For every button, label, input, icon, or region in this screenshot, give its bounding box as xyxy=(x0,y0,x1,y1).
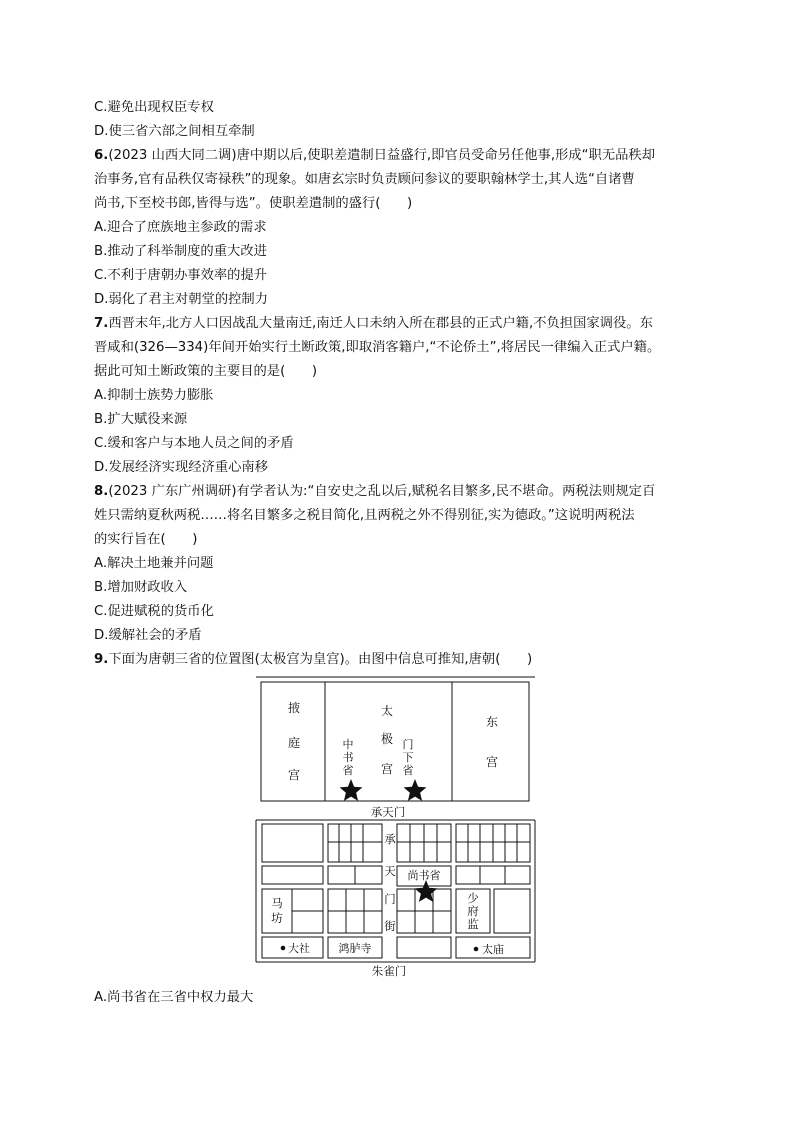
q6-option-c: C.不利于唐朝办事效率的提升 xyxy=(94,268,268,283)
q7-option-c: C.缓和客户与本地人员之间的矛盾 xyxy=(94,436,294,451)
street-char-4: 街 xyxy=(384,919,396,933)
menxia-char-1: 门 xyxy=(402,738,414,751)
block-right-3b xyxy=(494,889,530,933)
taiji-char-1: 太 xyxy=(380,704,394,718)
q7-text-1: 西晋末年,北方人口因战乱大量南迁,南迁人口未纳入所在郡县的正式户籍,不负担国家调役。东 xyxy=(108,316,653,331)
shangshu-label: 尚书省 xyxy=(407,869,441,882)
block-right-2 xyxy=(456,866,530,884)
block-left-1 xyxy=(262,824,323,862)
shaofu-char-2: 府 xyxy=(467,904,479,918)
q7-stem-line3: 据此可知土断政策的主要目的是( ) xyxy=(94,364,318,379)
palace-outline xyxy=(261,682,529,801)
donggong-char-2: 宫 xyxy=(485,755,499,769)
q8-option-d: D.缓解社会的矛盾 xyxy=(94,628,202,643)
menxia-star-icon xyxy=(404,779,427,801)
q7-number: 7. xyxy=(94,316,109,331)
zhongshu-char-3: 省 xyxy=(342,764,354,777)
taimiao-dot-icon xyxy=(474,947,479,952)
q6-option-d: D.弱化了君主对朝堂的控制力 xyxy=(94,292,269,307)
menxia-char-2: 下 xyxy=(402,751,414,764)
yeting-char-1: 掖 xyxy=(287,701,301,715)
zhongshu-star-icon xyxy=(340,779,363,801)
dashe-dot-icon xyxy=(281,946,286,951)
q6-stem-line3: 尚书,下至校书郎,皆得与选”。使职差遣制的盛行( ) xyxy=(94,196,413,211)
mafang-char-2: 坊 xyxy=(271,911,283,925)
block-center-right-4 xyxy=(397,937,451,958)
shaofu-char-1: 少 xyxy=(467,891,479,905)
honglu-label: 鸿胪寺 xyxy=(338,942,372,955)
q6-stem-line2: 治事务,官有品秩仅寄禄秩”的现象。如唐玄宗时负责顾问参议的要职翰林学士,其人选“自诸曹 xyxy=(94,172,635,187)
mafang-char-1: 马 xyxy=(271,896,283,910)
q8-option-c: C.促进赋税的货币化 xyxy=(94,604,214,619)
taiji-char-3: 宫 xyxy=(380,762,394,776)
q8-text-1: (2023 广东广州调研)有学者认为:“自安史之乱以后,赋税名目繁多,民不堪命。两税法则规定百 xyxy=(108,484,656,499)
q8-stem-line2: 姓只需纳夏秋两税……将名目繁多之税目简化,且两税之外不得别征,实为德政。”这说明两税法 xyxy=(94,508,635,523)
q9-number: 9. xyxy=(94,652,109,667)
q8-number: 8. xyxy=(94,484,109,499)
q5-option-d: D.使三省六部之间相互牵制 xyxy=(94,124,255,139)
q6-number: 6. xyxy=(94,148,109,163)
yeting-char-3: 宫 xyxy=(287,768,301,782)
q8-stem-line3: 的实行旨在( ) xyxy=(94,532,198,547)
street-char-3: 门 xyxy=(384,892,396,906)
menxia-char-3: 省 xyxy=(402,764,414,777)
q7-option-d: D.发展经济实现经济重心南移 xyxy=(94,460,269,475)
q7-option-a: A.抑制士族势力膨胀 xyxy=(94,388,214,403)
zhongshu-char-2: 书 xyxy=(342,751,354,764)
q6-option-b: B.推动了科举制度的重大改进 xyxy=(94,244,267,259)
yeting-char-2: 庭 xyxy=(287,736,301,750)
shaofu-char-3: 监 xyxy=(467,917,479,931)
zhuque-gate-label: 朱雀门 xyxy=(371,964,407,978)
q6-text-1: (2023 山西大同二调)唐中期以后,使职差遣制日益盛行,即官员受命另任他事,形成“职无品秩却 xyxy=(108,148,656,163)
shangshu-star-icon xyxy=(415,880,438,902)
chengtian-gate-label: 承天门 xyxy=(370,805,406,819)
q8-option-a: A.解决土地兼并问题 xyxy=(94,556,214,571)
q9-option-a: A.尚书省在三省中权力最大 xyxy=(94,990,254,1005)
q5-option-c: C.避免出现权臣专权 xyxy=(94,100,214,115)
q9-text-1: 下面为唐朝三省的位置图(太极宫为皇宫)。由图中信息可推知,唐朝( ) xyxy=(108,652,533,667)
street-char-1: 承 xyxy=(384,832,396,846)
q7-option-b: B.扩大赋役来源 xyxy=(94,412,188,427)
q7-stem-line2: 晋咸和(326—334)年间开始实行土断政策,即取消客籍户,“不论侨土”,将居民一律编入正式户籍。 xyxy=(94,340,661,355)
q6-option-a: A.迎合了庶族地主参政的需求 xyxy=(94,220,267,235)
taimiao-label: 太庙 xyxy=(482,943,504,956)
donggong-char-1: 东 xyxy=(485,715,499,729)
dashe-label: 大社 xyxy=(288,942,310,955)
q8-option-b: B.增加财政收入 xyxy=(94,580,188,595)
block-left-2 xyxy=(262,866,323,884)
street-char-2: 天 xyxy=(384,864,396,878)
block-center-left-1 xyxy=(328,824,382,862)
zhongshu-char-1: 中 xyxy=(342,738,354,751)
taiji-char-2: 极 xyxy=(380,732,394,746)
